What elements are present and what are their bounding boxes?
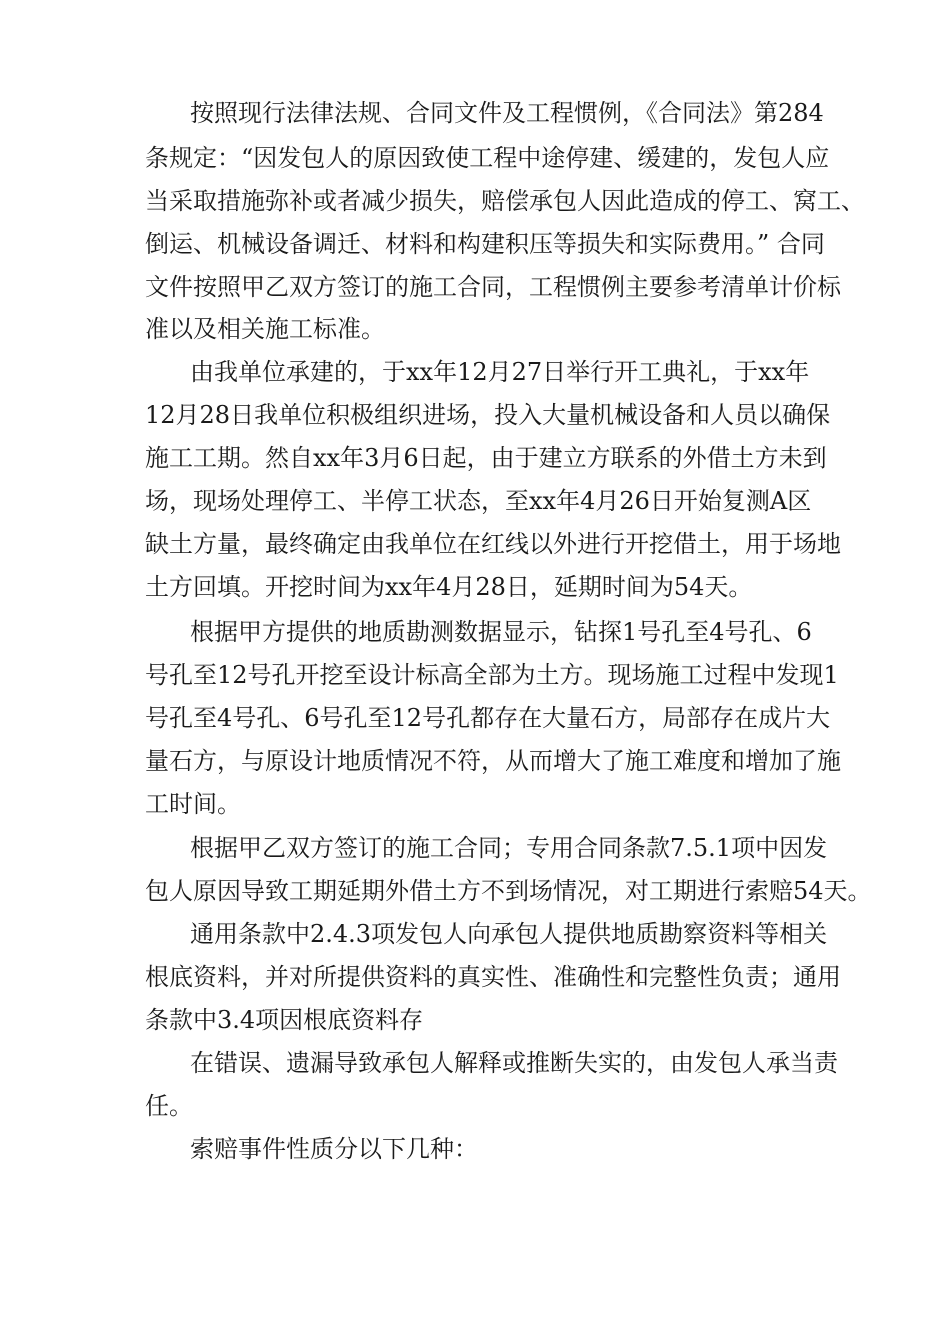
paragraph-1-line-6: 准以及相关施工标准。	[145, 315, 385, 343]
paragraph-5-line-2: 根底资料，并对所提供资料的真实性、准确性和完整性负责；通用	[145, 963, 841, 991]
paragraph-5-line-3: 条款中3.4项因根底资料存	[145, 1006, 424, 1034]
paragraph-2-line-6: 土方回填。开挖时间为xx年4月28日，延期时间为54天。	[145, 573, 753, 601]
paragraph-2-line-1: 由我单位承建的，于xx年12月27日举行开工典礼，于xx年	[190, 358, 810, 386]
paragraph-4-line-2: 包人原因导致工期延期外借土方不到场情况，对工期进行索赔54天。	[145, 877, 872, 905]
paragraph-1-line-2: 条规定：“因发包人的原因致使工程中途停建、缓建的，发包人应	[145, 144, 830, 172]
paragraph-6-line-1: 在错误、遗漏导致承包人解释或推断失实的，由发包人承当责	[190, 1049, 838, 1077]
paragraph-3-line-5: 工时间。	[145, 790, 241, 818]
paragraph-2-line-2: 12月28日我单位积极组织进场，投入大量机械设备和人员以确保	[145, 401, 831, 429]
paragraph-3-line-3: 号孔至4号孔、6号孔至12号孔都存在大量石方，局部存在成片大	[145, 704, 831, 732]
paragraph-3-line-2: 号孔至12号孔开挖至设计标高全部为土方。现场施工过程中发现1	[145, 661, 839, 689]
paragraph-1-line-3: 当采取措施弥补或者减少损失，赔偿承包人因此造成的停工、窝工、	[145, 187, 865, 215]
paragraph-1-line-4: 倒运、机械设备调迁、材料和构建积压等损失和实际费用。” 合同	[145, 230, 825, 258]
paragraph-7-line-1: 索赔事件性质分以下几种：	[190, 1135, 478, 1163]
paragraph-4-line-1: 根据甲乙双方签订的施工合同；专用合同条款7.5.1项中因发	[190, 834, 828, 862]
paragraph-6-line-2: 任。	[145, 1092, 193, 1120]
paragraph-3-line-1: 根据甲方提供的地质勘测数据显示，钻探1号孔至4号孔、6	[190, 618, 812, 646]
paragraph-3-line-4: 量石方，与原设计地质情况不符，从而增大了施工难度和增加了施	[145, 747, 841, 775]
paragraph-2-line-5: 缺土方量，最终确定由我单位在红线以外进行开挖借土，用于场地	[145, 530, 841, 558]
paragraph-1-line-5: 文件按照甲乙双方签订的施工合同，工程惯例主要参考清单计价标	[145, 273, 841, 301]
paragraph-5-line-1: 通用条款中2.4.3项发包人向承包人提供地质勘察资料等相关	[190, 920, 828, 948]
paragraph-1-line-1: 按照现行法律法规、合同文件及工程惯例，《合同法》第284	[190, 99, 824, 127]
paragraph-2-line-3: 施工工期。然自xx年3月6日起，由于建立方联系的外借土方未到	[145, 444, 827, 472]
paragraph-2-line-4: 场，现场处理停工、半停工状态，至xx年4月26日开始复测A区	[145, 487, 812, 515]
